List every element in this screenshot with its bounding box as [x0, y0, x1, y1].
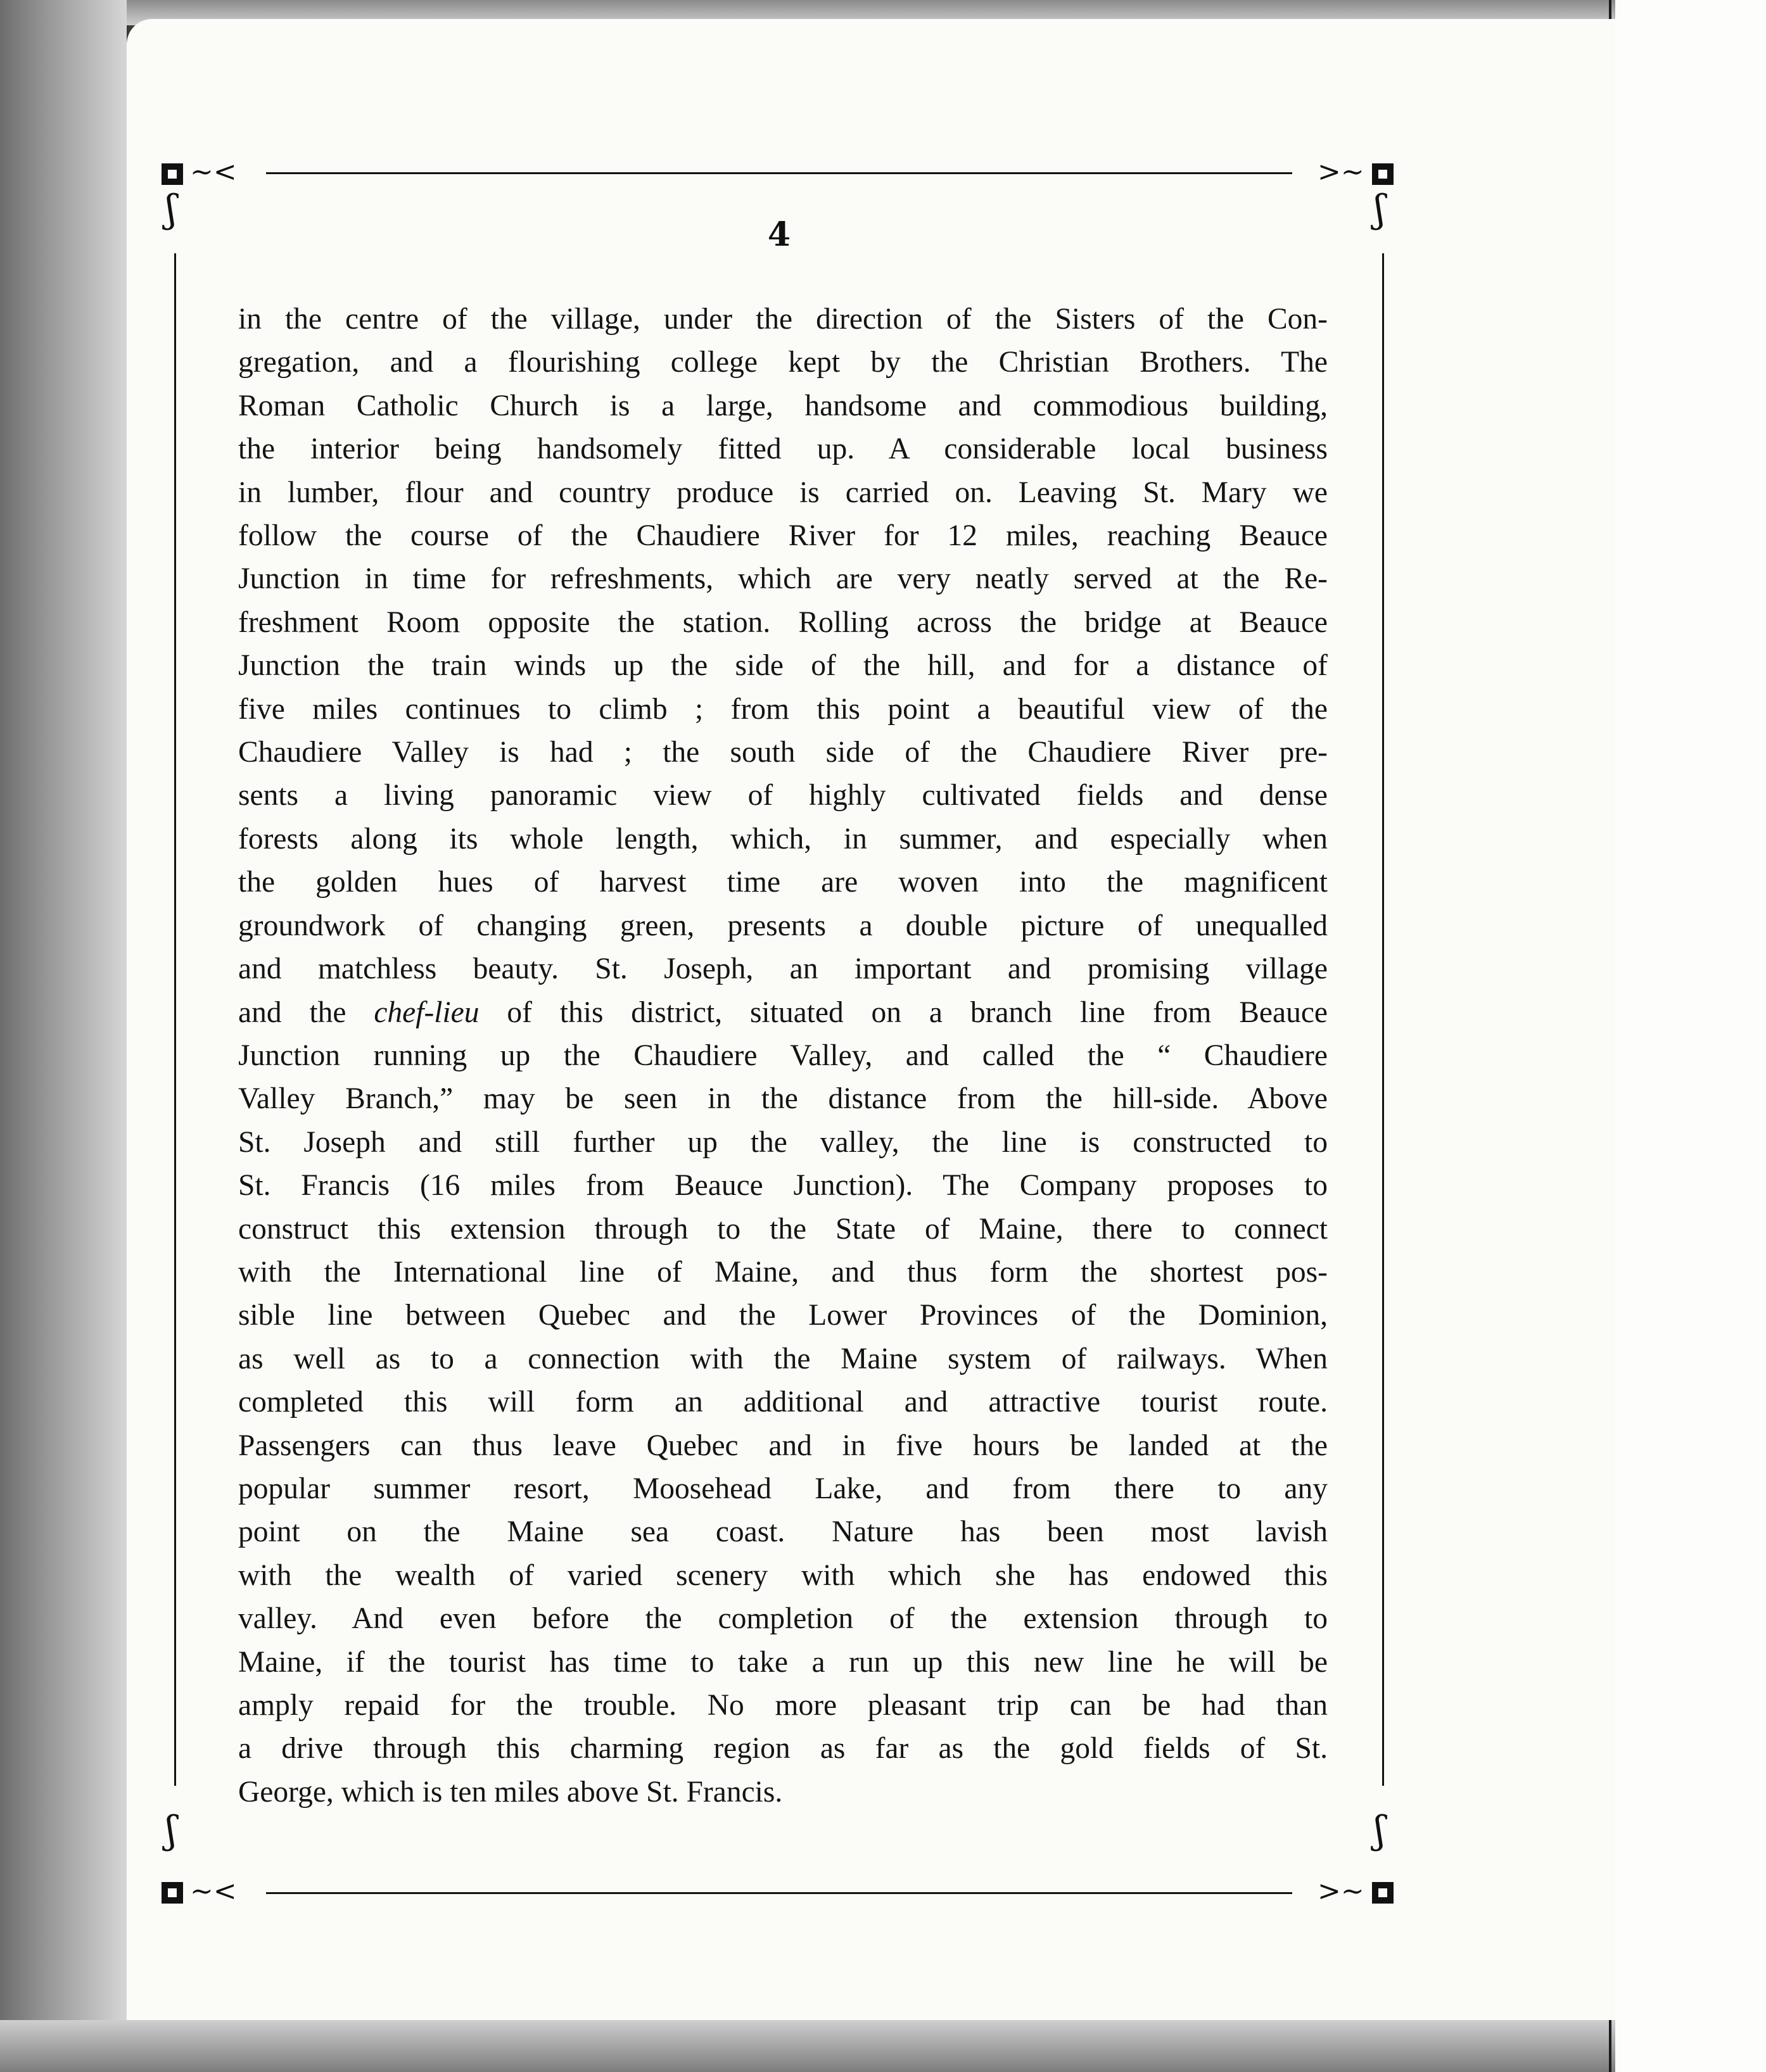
text-line: valley. And even before the completion of the extension through to — [238, 1602, 1328, 1636]
text-line: follow the course of the Chaudiere River for 12 miles, reaching Beauce — [238, 519, 1328, 553]
frame-flourish: ʃ — [1375, 187, 1385, 231]
text-line: in lumber, flour and country produce is carried on. Leaving St. Mary we — [238, 476, 1328, 509]
frame-flourish: ʃ — [166, 1808, 177, 1852]
text-line: Passengers can thus leave Quebec and in five hours be landed at the — [238, 1429, 1328, 1462]
text-line: popular summer resort, Moosehead Lake, and from there to any — [238, 1472, 1328, 1505]
text-line: construct this extension through to the State of Maine, there to connect — [238, 1212, 1328, 1246]
text-line: Roman Catholic Church is a large, handsome and commodious building, — [238, 389, 1328, 422]
text-line: Junction running up the Chaudiere Valley, and called the “ Chaudiere — [238, 1039, 1328, 1072]
text-line: the golden hues of harvest time are woven into the magnificent — [238, 866, 1328, 899]
text-fragment: of this district, situated on a branch line from Beauce — [479, 995, 1328, 1029]
text-line: the interior being handsomely fitted up. A considerable local business — [238, 433, 1328, 466]
text-line: Chaudiere Valley is had ; the south side of the Chaudiere River pre- — [238, 736, 1328, 769]
frame-right-rule — [1382, 253, 1384, 1786]
text-line: point on the Maine sea coast. Nature has been most lavish — [238, 1515, 1328, 1549]
text-line: as well as to a connection with the Maine system of railways. When — [238, 1342, 1328, 1375]
frame-flourish: ʃ — [1375, 1808, 1385, 1852]
text-line: gregation, and a flourishing college kept by the Christian Brothers. The — [238, 346, 1328, 379]
frame-top-rule — [266, 172, 1292, 174]
text-line: sible line between Quebec and the Lower Provinces of the Dominion, — [238, 1299, 1328, 1332]
text-line: St. Francis (16 miles from Beauce Junction). The Company proposes to — [238, 1169, 1328, 1203]
frame-corner-ornament — [1372, 1882, 1394, 1904]
frame-flourish: ~< — [190, 156, 237, 188]
next-page-strip — [1615, 0, 1766, 2072]
italic-term: chef-lieu — [374, 995, 480, 1029]
text-line: in the centre of the village, under the direction of the Sisters of the Con- — [238, 303, 1328, 336]
text-line: Valley Branch,” may be seen in the distance from the hill-side. Above — [238, 1082, 1328, 1116]
scan-edge-bottom — [0, 2020, 1766, 2072]
text-line: five miles continues to climb ; from this point a beautiful view of the — [238, 692, 1328, 726]
frame-flourish: >~ — [1318, 156, 1364, 188]
text-line: St. Joseph and still further up the valley, the line is constructed to — [238, 1125, 1328, 1159]
frame-bottom-rule — [266, 1892, 1292, 1894]
text-line-last: George, which is ten miles above St. Francis. — [238, 1775, 783, 1809]
scan-edge-left — [0, 0, 127, 2072]
text-line: and matchless beauty. St. Joseph, an important and promising village — [238, 952, 1328, 986]
text-line: freshment Room opposite the station. Rolling across the bridge at Beauce — [238, 605, 1328, 639]
page-number: 4 — [767, 215, 791, 254]
text-line: with the International line of Maine, and thus form the shortest pos- — [238, 1255, 1328, 1289]
text-line: a drive through this charming region as far as the gold fields of St. — [238, 1732, 1328, 1766]
frame-flourish: >~ — [1318, 1875, 1364, 1907]
text-line: Junction the train winds up the side of the hill, and for a distance of — [238, 649, 1328, 683]
frame-left-rule — [174, 253, 176, 1786]
frame-corner-ornament — [162, 163, 183, 185]
text-line-chef-lieu — [238, 991, 1328, 1034]
text-line: sents a living panoramic view of highly cultivated fields and dense — [238, 779, 1328, 812]
frame-corner-ornament — [162, 1882, 183, 1904]
text-fragment: and the — [238, 995, 374, 1029]
text-line: groundwork of changing green, presents a double picture of unequalled — [238, 909, 1328, 942]
frame-flourish: ʃ — [166, 187, 177, 231]
body-text — [238, 298, 1328, 1814]
text-line: completed this will form an additional and attractive tourist route. — [238, 1386, 1328, 1419]
text-line: amply repaid for the trouble. No more pleasant trip can be had than — [238, 1689, 1328, 1722]
text-line: forests along its whole length, which, in summer, and especially when — [238, 822, 1328, 856]
frame-flourish: ~< — [190, 1875, 237, 1907]
text-line: Junction in time for refreshments, which are very neatly served at the Re- — [238, 562, 1328, 596]
text-line: with the wealth of varied scenery with which she has endowed this — [238, 1558, 1328, 1592]
frame-corner-ornament — [1372, 163, 1394, 185]
text-line: Maine, if the tourist has time to take a run up this new line he will be — [238, 1645, 1328, 1679]
